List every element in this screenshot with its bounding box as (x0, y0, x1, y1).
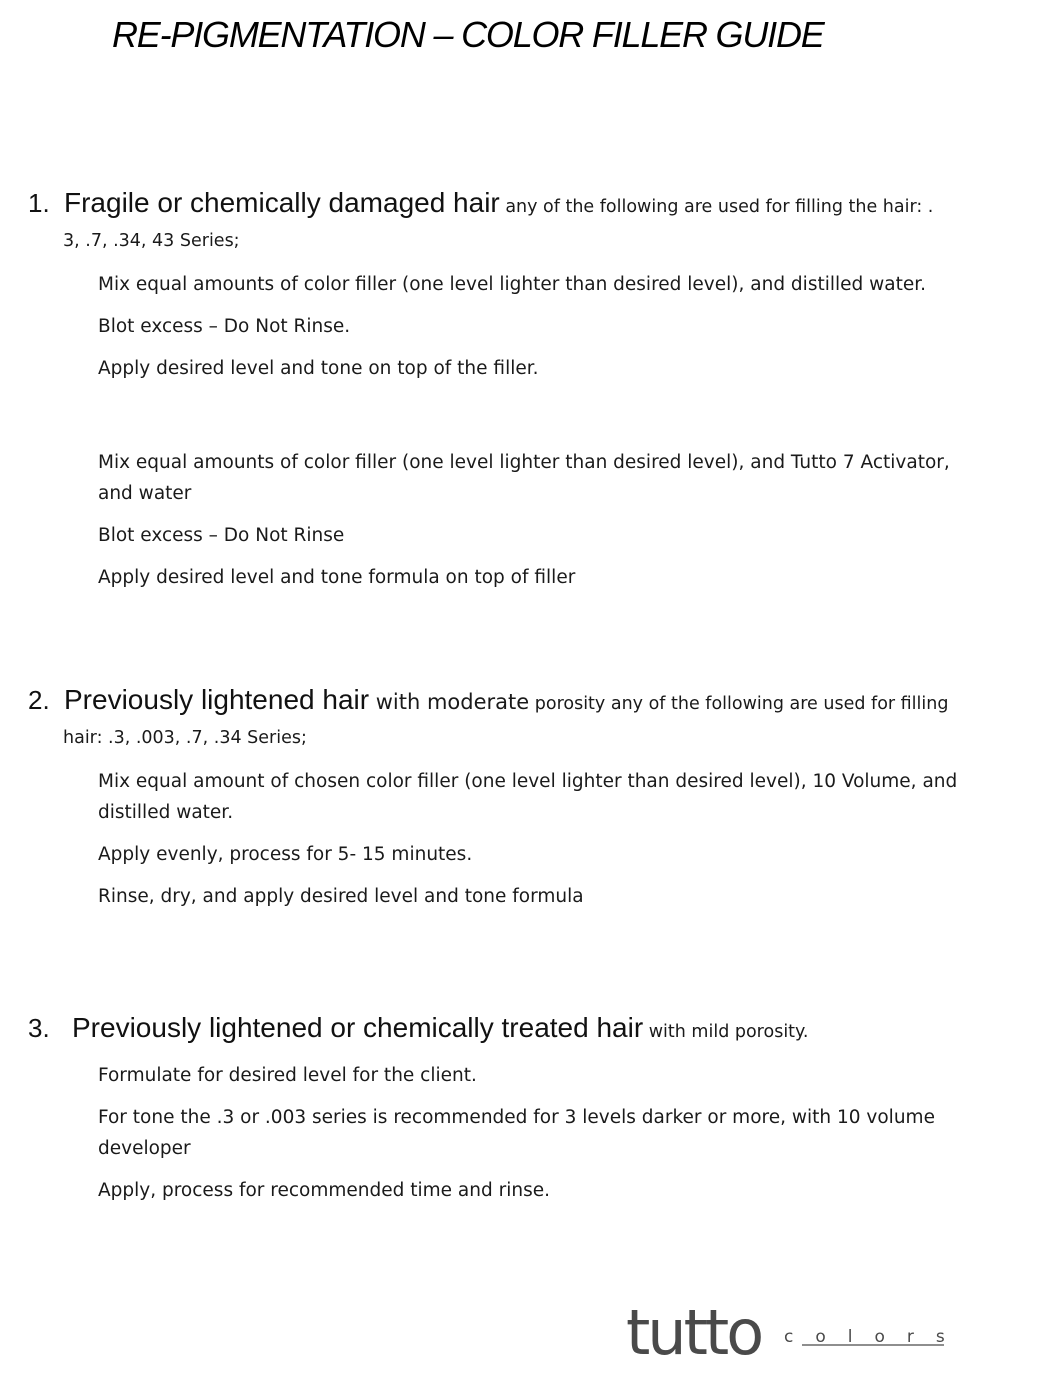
section-title-mid: with moderate (369, 690, 530, 714)
section-title: Fragile or chemically damaged hair (64, 187, 500, 218)
section-heading (28, 1011, 988, 1049)
page-title: RE-PIGMENTATION – COLOR FILLER GUIDE (112, 14, 824, 55)
section-1 (28, 186, 988, 593)
step-item: Apply evenly, process for 5- 15 minutes. (98, 844, 473, 865)
section-title: Previously lightened or chemically treated hair (72, 1012, 644, 1043)
section-title-note: any of the following are used for filling the hair: . (499, 197, 934, 217)
tutto-colors-logo (626, 1296, 967, 1369)
step-list (28, 269, 988, 384)
section-title-note: with mild porosity. (643, 1022, 809, 1042)
step-item: Apply, process for recommended time and rinse. (98, 1180, 550, 1201)
logo-sub: colors (784, 1327, 967, 1347)
section-number: 2. (28, 685, 50, 715)
section-title: Previously lightened hair (64, 684, 370, 715)
section-heading (28, 683, 988, 721)
step-list (28, 1060, 988, 1206)
step-item: Rinse, dry, and apply desired level and tone formula (98, 886, 584, 907)
step-list (28, 766, 988, 912)
step-item: Mix equal amount of chosen color filler (one level lighter than desired level), 10 Volume, and distilled water. (98, 771, 958, 823)
section-continuation: hair: .3, .003, .7, .34 Series; (63, 728, 307, 748)
step-item: Formulate for desired level for the client. (98, 1065, 477, 1086)
step-item: Apply desired level and tone formula on top of filler (98, 567, 576, 588)
logo-graphic (626, 1296, 967, 1369)
spacer (28, 384, 988, 436)
section-title-note: porosity any of the following are used for filling (529, 694, 949, 714)
section-3 (28, 1011, 988, 1206)
step-item: Apply desired level and tone on top of the filler. (98, 358, 539, 379)
section-continuation: 3, .7, .34, 43 Series; (63, 231, 240, 251)
step-item: For tone the .3 or .003 series is recommended for 3 levels darker or more, with 10 volume developer (98, 1107, 935, 1159)
section-number: 1. (28, 188, 50, 218)
step-item: Blot excess – Do Not Rinse. (98, 316, 351, 337)
step-item: Mix equal amounts of color filler (one level lighter than desired level), and distilled water. (98, 274, 927, 295)
step-list (28, 447, 988, 593)
section-number: 3. (28, 1013, 50, 1043)
step-item: Mix equal amounts of color filler (one level lighter than desired level), and Tutto 7 Activator, and water (98, 452, 950, 504)
logo-word: tutto (626, 1296, 762, 1369)
section-2 (28, 683, 988, 912)
step-item: Blot excess – Do Not Rinse (98, 525, 345, 546)
section-heading (28, 186, 988, 224)
